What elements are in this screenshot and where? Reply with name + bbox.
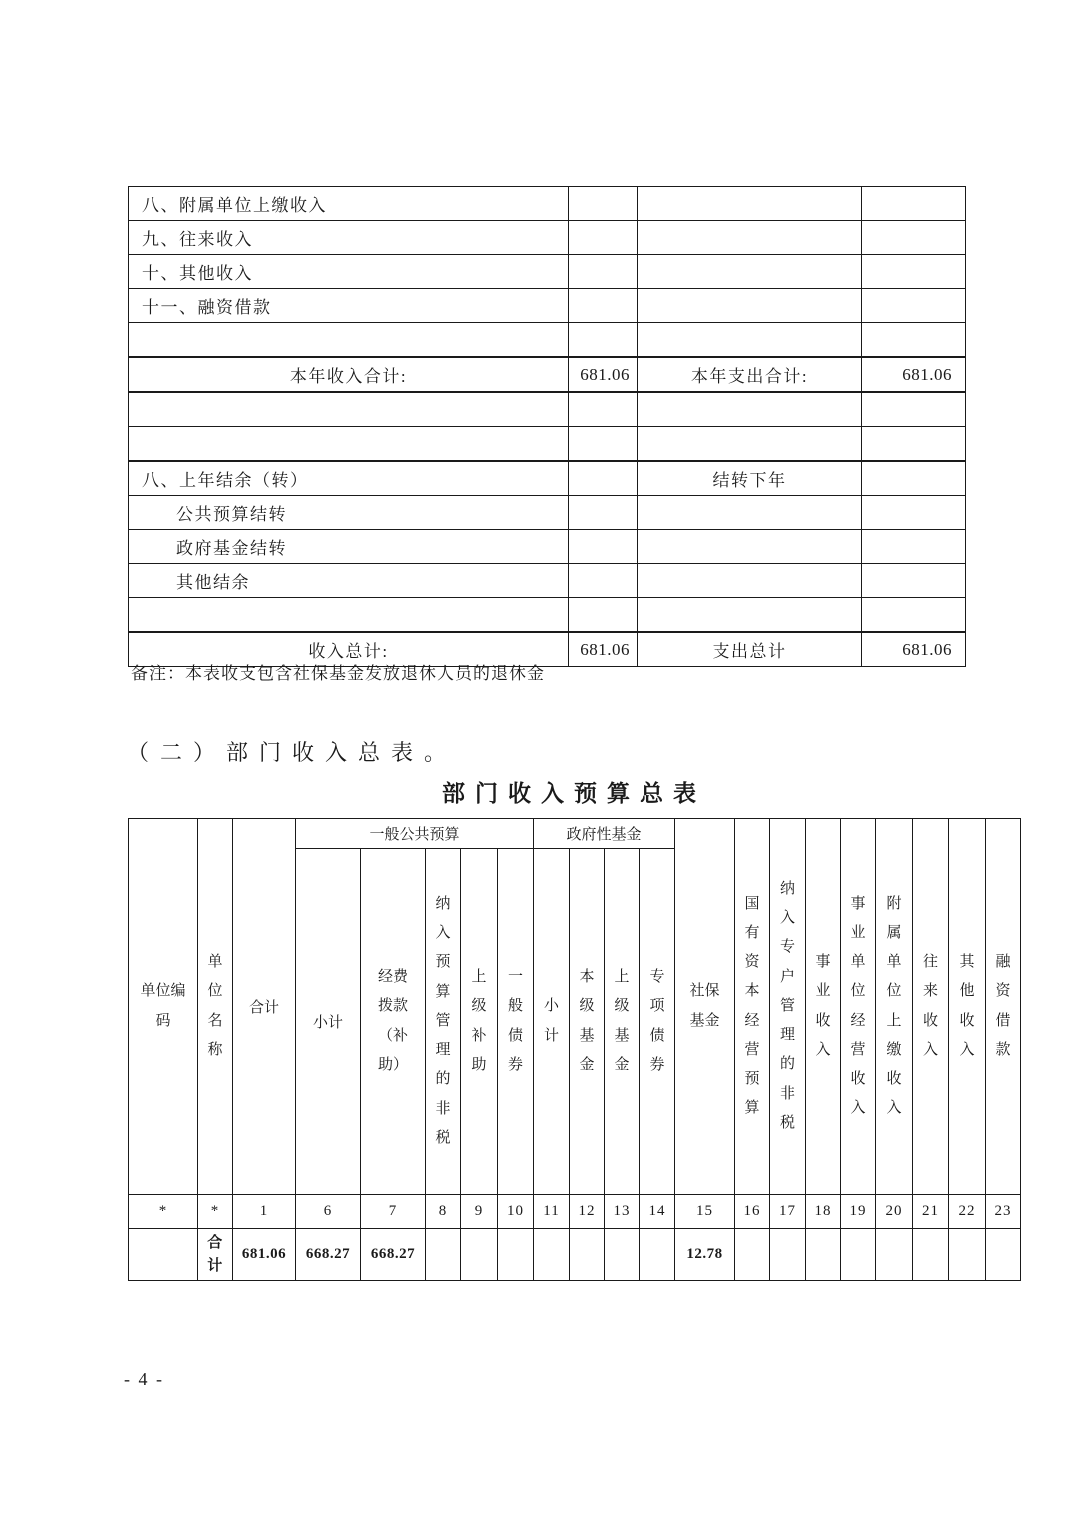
expense-item-label xyxy=(638,255,862,289)
empty-cell xyxy=(129,427,569,462)
code-cell: 17 xyxy=(770,1195,806,1229)
empty-cell xyxy=(569,427,638,462)
expense-grand-total-value: 681.06 xyxy=(862,632,966,667)
col-header-gf-subtotal xyxy=(534,849,570,1195)
col-header-unit-code xyxy=(129,819,198,1195)
col-header-label: 上级基金 xyxy=(614,969,630,1073)
budget-summary-table xyxy=(128,186,966,667)
code-cell: 18 xyxy=(806,1195,841,1229)
col-header-special-account-nontax xyxy=(770,819,806,1195)
code-cell: 6 xyxy=(296,1195,361,1229)
code-cell: 12 xyxy=(570,1195,605,1229)
code-cell: 16 xyxy=(735,1195,770,1229)
empty-cell xyxy=(638,323,862,358)
col-header-label: 国有资本经营预算 xyxy=(744,895,760,1117)
total-row-cell xyxy=(841,1229,876,1281)
income-budget-table xyxy=(128,818,1021,1281)
group-header-government-funds: 政府性基金 xyxy=(534,819,675,849)
total-row-cell xyxy=(876,1229,913,1281)
total-row-cell xyxy=(461,1229,498,1281)
empty-cell xyxy=(569,564,638,598)
total-row-cell: 12.78 xyxy=(675,1229,735,1281)
total-row-cell xyxy=(986,1229,1021,1281)
expense-item-label xyxy=(638,221,862,255)
col-header-gpb-budget-nontax xyxy=(426,849,461,1195)
col-header-label: 上级补助 xyxy=(471,969,487,1073)
annual-expense-total-label: 本年支出合计: xyxy=(638,357,862,392)
col-header-label: 经费拨款（补助） xyxy=(377,969,408,1073)
col-header-label: 事业单位经营收入 xyxy=(850,895,866,1117)
carryover-sub-label: 政府基金结转 xyxy=(129,530,569,564)
expense-grand-total-label: 支出总计 xyxy=(638,632,862,667)
table-row xyxy=(129,255,966,289)
col-header-label: 融资借款 xyxy=(995,954,1011,1058)
table-row xyxy=(129,289,966,323)
col-header-label: 事业收入 xyxy=(815,954,831,1058)
income-grand-total-value: 681.06 xyxy=(569,632,638,667)
income-item-label: 十、其他收入 xyxy=(129,255,569,289)
table-row xyxy=(129,187,966,221)
empty-cell xyxy=(569,496,638,530)
code-cell: 13 xyxy=(605,1195,640,1229)
code-cell: * xyxy=(129,1195,198,1229)
col-header-gf-own-level xyxy=(570,849,605,1195)
col-header-label: 合计 xyxy=(248,1000,279,1016)
col-header-gpb-superior-subsidy xyxy=(461,849,498,1195)
code-cell: 20 xyxy=(876,1195,913,1229)
col-header-label: 附属单位上缴收入 xyxy=(886,895,902,1117)
total-row-cell xyxy=(949,1229,986,1281)
code-cell: 1 xyxy=(233,1195,296,1229)
table-row xyxy=(129,221,966,255)
total-row-cell xyxy=(735,1229,770,1281)
code-cell: 21 xyxy=(913,1195,949,1229)
expense-item-label xyxy=(638,289,862,323)
code-cell: * xyxy=(198,1195,233,1229)
income-value xyxy=(569,187,638,221)
total-row-cell xyxy=(129,1229,198,1281)
income-item-label: 九、往来收入 xyxy=(129,221,569,255)
code-cell: 11 xyxy=(534,1195,570,1229)
empty-cell xyxy=(638,564,862,598)
empty-cell xyxy=(638,530,862,564)
empty-cell xyxy=(862,427,966,462)
code-cell: 8 xyxy=(426,1195,461,1229)
code-cell: 7 xyxy=(361,1195,426,1229)
col-header-total xyxy=(233,819,296,1195)
total-row-cell: 681.06 xyxy=(233,1229,296,1281)
empty-cell xyxy=(862,496,966,530)
col-header-label: 本级基金 xyxy=(579,969,595,1073)
expense-value xyxy=(862,289,966,323)
code-cell: 19 xyxy=(841,1195,876,1229)
expense-value xyxy=(862,187,966,221)
income-item-label: 八、附属单位上缴收入 xyxy=(129,187,569,221)
table-row-annual-total xyxy=(129,357,966,392)
empty-cell xyxy=(862,598,966,633)
col-header-label: 社保基金 xyxy=(689,983,720,1029)
column-code-row xyxy=(129,1195,1021,1229)
annual-income-total-label: 本年收入合计: xyxy=(129,357,569,392)
total-row-cell xyxy=(426,1229,461,1281)
carryover-next-value xyxy=(862,461,966,496)
total-row-cell xyxy=(570,1229,605,1281)
col-header-affiliated-remit-income xyxy=(876,819,913,1195)
total-data-row xyxy=(129,1229,1021,1281)
annual-income-total-value: 681.06 xyxy=(569,357,638,392)
code-cell: 9 xyxy=(461,1195,498,1229)
carryover-label: 八、上年结余（转） xyxy=(129,461,569,496)
table-row xyxy=(129,530,966,564)
income-table-title: 部门收入预算总表 xyxy=(442,781,706,806)
empty-cell xyxy=(129,323,569,358)
table-row xyxy=(129,598,966,633)
empty-cell xyxy=(638,392,862,427)
table-row xyxy=(129,323,966,358)
total-row-cell xyxy=(806,1229,841,1281)
empty-cell xyxy=(569,530,638,564)
col-header-label: 小计 xyxy=(543,998,559,1044)
col-header-label: 纳入专户管理的非税 xyxy=(780,880,796,1131)
col-header-other-income xyxy=(949,819,986,1195)
empty-cell xyxy=(129,392,569,427)
total-row-cell: 668.27 xyxy=(296,1229,361,1281)
col-header-financing-loans xyxy=(986,819,1021,1195)
col-header-operational-income xyxy=(806,819,841,1195)
col-header-social-security-fund xyxy=(675,819,735,1195)
header-group-row xyxy=(129,819,1021,849)
col-header-gpb-subtotal xyxy=(296,849,361,1195)
col-header-soe-capital-budget xyxy=(735,819,770,1195)
expense-value xyxy=(862,255,966,289)
col-header-label: 往来收入 xyxy=(923,954,939,1058)
total-row-cell xyxy=(534,1229,570,1281)
col-header-label: 纳入预算管理的非税 xyxy=(435,895,451,1146)
col-header-business-operation-income xyxy=(841,819,876,1195)
total-row-cell xyxy=(498,1229,534,1281)
income-value xyxy=(569,221,638,255)
col-header-gpb-general-bonds xyxy=(498,849,534,1195)
income-grand-total-label: 收入总计: xyxy=(129,632,569,667)
code-cell: 22 xyxy=(949,1195,986,1229)
expense-value xyxy=(862,221,966,255)
total-row-label xyxy=(198,1229,233,1281)
table-row xyxy=(129,564,966,598)
col-header-gpb-appropriation xyxy=(361,849,426,1195)
code-cell: 23 xyxy=(986,1195,1021,1229)
col-header-gf-superior xyxy=(605,849,640,1195)
income-item-label: 十一、融资借款 xyxy=(129,289,569,323)
col-header-gf-special-bonds xyxy=(640,849,675,1195)
total-row-cell xyxy=(770,1229,806,1281)
empty-cell xyxy=(569,392,638,427)
page-number: - 4 - xyxy=(124,1369,164,1389)
col-header-label: 小计 xyxy=(312,1015,343,1031)
empty-cell xyxy=(862,564,966,598)
col-header-label: 一般债券 xyxy=(507,969,523,1073)
col-header-label: 单位编码 xyxy=(140,983,186,1029)
table-footnote: 备注：本表收支包含社保基金发放退休人员的退休金 xyxy=(131,664,545,683)
code-cell: 14 xyxy=(640,1195,675,1229)
carryover-sub-label: 其他结余 xyxy=(129,564,569,598)
total-row-label-text: 合计 xyxy=(207,1235,223,1274)
empty-cell xyxy=(638,496,862,530)
col-header-label: 其他收入 xyxy=(959,954,975,1058)
empty-cell xyxy=(638,427,862,462)
empty-cell xyxy=(862,323,966,358)
table-row xyxy=(129,392,966,427)
col-header-current-income xyxy=(913,819,949,1195)
carryover-sub-label: 公共预算结转 xyxy=(129,496,569,530)
table-row xyxy=(129,427,966,462)
expense-item-label xyxy=(638,187,862,221)
col-header-label: 专项债券 xyxy=(649,969,665,1073)
income-value xyxy=(569,255,638,289)
annual-expense-total-value: 681.06 xyxy=(862,357,966,392)
empty-cell xyxy=(862,392,966,427)
group-header-general-public-budget: 一般公共预算 xyxy=(296,819,534,849)
empty-cell xyxy=(569,598,638,633)
total-row-cell xyxy=(913,1229,949,1281)
carryover-value xyxy=(569,461,638,496)
carryover-next-label: 结转下年 xyxy=(638,461,862,496)
empty-cell xyxy=(129,598,569,633)
empty-cell xyxy=(862,530,966,564)
empty-cell xyxy=(638,598,862,633)
total-row-cell: 668.27 xyxy=(361,1229,426,1281)
code-cell: 15 xyxy=(675,1195,735,1229)
code-cell: 10 xyxy=(498,1195,534,1229)
section-heading: （二）部门收入总表。 xyxy=(127,740,458,765)
empty-cell xyxy=(569,323,638,358)
table-row-carryover xyxy=(129,461,966,496)
col-header-unit-name xyxy=(198,819,233,1195)
total-row-cell xyxy=(640,1229,675,1281)
col-header-label: 单位名称 xyxy=(207,954,223,1058)
total-row-cell xyxy=(605,1229,640,1281)
table-row xyxy=(129,496,966,530)
income-value xyxy=(569,289,638,323)
